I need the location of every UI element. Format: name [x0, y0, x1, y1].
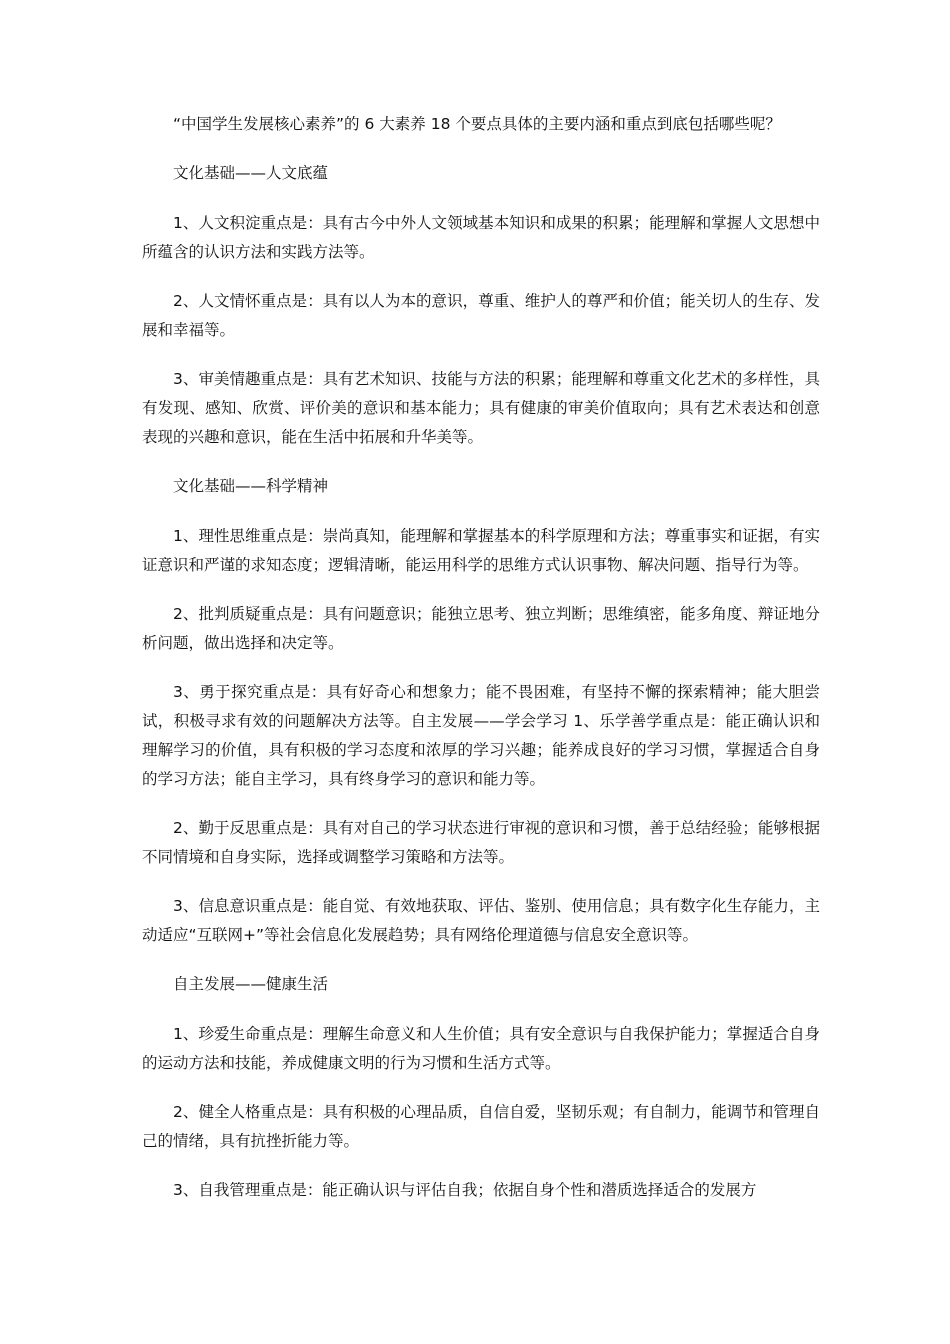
paragraph-health-3: 3、自我管理重点是：能正确认识与评估自我；依据自身个性和潜质选择适合的发展方	[173, 1181, 757, 1199]
paragraph-learning-3: 3、信息意识重点是：能自觉、有效地获取、评估、鉴别、使用信息；具有数字化生存能力，主动适应“互联网+”等社会信息化发展趋势；具有网络伦理道德与信息安全意识等。	[142, 897, 820, 944]
section-heading-science: 文化基础——科学精神	[173, 477, 329, 495]
paragraph-health-1: 1、珍爱生命重点是：理解生命意义和人生价值；具有安全意识与自我保护能力；掌握适合自身的运动方法和技能，养成健康文明的行为习惯和生活方式等。	[142, 1025, 820, 1072]
paragraph-humanities-2: 2、人文情怀重点是：具有以人为本的意识，尊重、维护人的尊严和价值；能关切人的生存、发展和幸福等。	[142, 292, 820, 339]
paragraph-humanities-3: 3、审美情趣重点是：具有艺术知识、技能与方法的积累；能理解和尊重文化艺术的多样性，具有发现、感知、欣赏、评价美的意识和基本能力；具有健康的审美价值取向；具有艺术表达和创意表现的兴趣和意识，能在生活中拓展和升华美等。	[142, 370, 820, 446]
paragraph-science-1: 1、理性思维重点是：崇尚真知，能理解和掌握基本的科学原理和方法；尊重事实和证据，有实证意识和严谨的求知态度；逻辑清晰，能运用科学的思维方式认识事物、解决问题、指导行为等。	[142, 527, 820, 574]
paragraph-science-3: 3、勇于探究重点是：具有好奇心和想象力；能不畏困难，有坚持不懈的探索精神；能大胆尝试，积极寻求有效的问题解决方法等。自主发展——学会学习 1、乐学善学重点是：能正确认识和理解学习的价值，具有积极的学习态度和浓厚的学习兴趣；能养成良好的学习习惯，掌握适合自身的学习方法；能自主学习，具有终身学习的意识和能力等。	[142, 683, 820, 788]
document-body	[142, 110, 820, 1225]
paragraph-health-2: 2、健全人格重点是：具有积极的心理品质，自信自爱，坚韧乐观；有自制力，能调节和管理自己的情绪，具有抗挫折能力等。	[142, 1103, 820, 1150]
intro-paragraph: “中国学生发展核心素养”的 6 大素养 18 个要点具体的主要内涵和重点到底包括哪些呢？	[173, 115, 781, 133]
paragraph-learning-2: 2、勤于反思重点是：具有对自己的学习状态进行审视的意识和习惯，善于总结经验；能够根据不同情境和自身实际，选择或调整学习策略和方法等。	[142, 819, 820, 866]
section-heading-humanities: 文化基础——人文底蕴	[173, 164, 329, 182]
paragraph-science-2: 2、批判质疑重点是：具有问题意识；能独立思考、独立判断；思维缜密，能多角度、辩证地分析问题，做出选择和决定等。	[142, 605, 820, 652]
section-heading-healthy-life: 自主发展——健康生活	[173, 975, 329, 993]
paragraph-humanities-1: 1、人文积淀重点是：具有古今中外人文领域基本知识和成果的积累；能理解和掌握人文思想中所蕴含的认识方法和实践方法等。	[142, 214, 820, 261]
